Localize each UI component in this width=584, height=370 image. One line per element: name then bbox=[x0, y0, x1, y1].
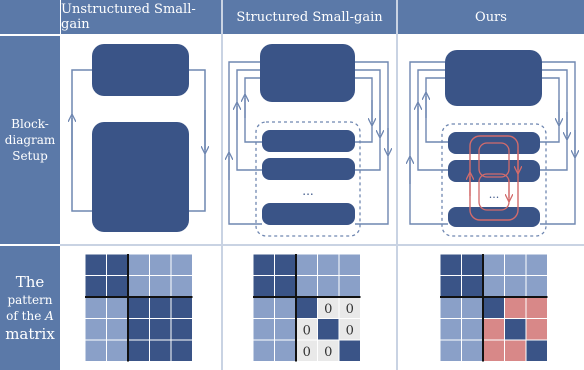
block-sub-2 bbox=[448, 160, 540, 182]
matrix-cell bbox=[171, 254, 193, 276]
matrix-ours bbox=[440, 254, 548, 362]
matrix-cell bbox=[107, 254, 129, 276]
matrix-cell bbox=[505, 276, 527, 298]
matrix-cell bbox=[171, 297, 193, 319]
matrix-cell bbox=[483, 254, 505, 276]
outer-loop-1r bbox=[540, 78, 559, 142]
matrix-cell bbox=[339, 276, 361, 298]
matrix-cell bbox=[171, 276, 193, 298]
matrix-cell bbox=[318, 276, 340, 298]
matrix-cell bbox=[526, 319, 548, 341]
row-label-matrix-line3a: of the bbox=[6, 309, 42, 323]
ellipsis: ... bbox=[488, 188, 500, 201]
matrix-cell bbox=[275, 276, 297, 298]
matrix-cell bbox=[483, 297, 505, 319]
matrix-cell bbox=[107, 297, 129, 319]
matrix-cell bbox=[85, 319, 107, 341]
zero-label: 0 bbox=[345, 301, 354, 317]
outer-loop-3 bbox=[410, 62, 448, 224]
matrix-cell bbox=[275, 254, 297, 276]
row-label-matrix-line4: matrix bbox=[5, 325, 55, 344]
zero-label: 0 bbox=[345, 323, 354, 339]
matrix-cell bbox=[107, 276, 129, 298]
matrix-cell bbox=[440, 297, 462, 319]
matrix-cell bbox=[483, 340, 505, 362]
matrices bbox=[85, 254, 548, 362]
row-label-setup-line1: Block- bbox=[11, 116, 49, 131]
panel-unstructured bbox=[72, 44, 205, 232]
matrix-cell bbox=[505, 297, 527, 319]
matrix-cell bbox=[505, 319, 527, 341]
matrix-cell bbox=[85, 276, 107, 298]
matrix-cell bbox=[339, 254, 361, 276]
header-structured: Structured Small-gain bbox=[223, 0, 396, 34]
matrix-cell bbox=[526, 297, 548, 319]
matrix-unstructured bbox=[85, 254, 193, 362]
matrix-cell bbox=[128, 340, 150, 362]
matrix-cell bbox=[85, 254, 107, 276]
zero-label: 0 bbox=[302, 344, 311, 360]
matrix-cell bbox=[171, 340, 193, 362]
matrix-cell bbox=[128, 276, 150, 298]
matrix-cell bbox=[462, 297, 484, 319]
row-label-matrix-line2: pattern bbox=[7, 292, 53, 307]
block-top bbox=[92, 44, 189, 96]
block-sub-2 bbox=[262, 158, 355, 180]
matrix-cell bbox=[296, 276, 318, 298]
matrix-cell bbox=[318, 319, 340, 341]
matrix-cell bbox=[275, 319, 297, 341]
matrix-cell bbox=[462, 254, 484, 276]
row-label-matrix-line3b: A bbox=[45, 309, 54, 323]
row-label-setup-line2: diagram bbox=[4, 132, 56, 147]
matrix-cell bbox=[296, 254, 318, 276]
zero-label: 0 bbox=[324, 344, 333, 360]
outer-loop-1 bbox=[426, 78, 448, 142]
matrix-cell bbox=[85, 297, 107, 319]
matrix-cell bbox=[107, 340, 129, 362]
outer-loop-2 bbox=[418, 70, 448, 170]
matrix-cell bbox=[526, 340, 548, 362]
header-unstructured: Unstructured Small-gain bbox=[61, 0, 221, 34]
zero-label: 0 bbox=[302, 323, 311, 339]
matrix-cell bbox=[483, 276, 505, 298]
block-sub-1 bbox=[262, 130, 355, 152]
matrix-cell bbox=[275, 297, 297, 319]
outer-loop-1r bbox=[355, 78, 372, 142]
row-label-setup-line3: Setup bbox=[12, 149, 48, 164]
matrix-cell bbox=[483, 319, 505, 341]
matrix-cell bbox=[440, 276, 462, 298]
block-top bbox=[445, 50, 542, 106]
matrix-cell bbox=[150, 254, 172, 276]
matrix-cell bbox=[296, 297, 318, 319]
loop-top bbox=[72, 70, 92, 211]
matrix-cell bbox=[150, 297, 172, 319]
matrix-cell bbox=[318, 254, 340, 276]
matrix-cell bbox=[171, 319, 193, 341]
outer-loop-2 bbox=[237, 70, 262, 170]
matrix-cell bbox=[505, 340, 527, 362]
outer-loop-3r bbox=[540, 62, 575, 224]
matrix-cell bbox=[462, 319, 484, 341]
matrix-cell bbox=[128, 254, 150, 276]
matrix-cell bbox=[440, 254, 462, 276]
outer-loop-2r bbox=[540, 70, 567, 170]
block-bottom bbox=[92, 122, 189, 232]
matrix-cell bbox=[150, 340, 172, 362]
panel-structured bbox=[229, 44, 388, 236]
matrix-cell bbox=[107, 319, 129, 341]
matrix-cell bbox=[440, 319, 462, 341]
matrix-cell bbox=[275, 340, 297, 362]
matrix-cell bbox=[440, 340, 462, 362]
matrix-cell bbox=[253, 319, 275, 341]
matrix-structured bbox=[253, 254, 361, 362]
matrix-cell bbox=[339, 340, 361, 362]
ellipsis: ... bbox=[302, 184, 314, 198]
matrix-cell bbox=[253, 340, 275, 362]
matrix-cell bbox=[85, 340, 107, 362]
matrix-cell bbox=[253, 254, 275, 276]
block-top bbox=[260, 44, 355, 102]
loop-bottom bbox=[189, 70, 205, 211]
matrix-cell bbox=[150, 276, 172, 298]
header-ours: Ours bbox=[398, 0, 584, 34]
matrix-cell bbox=[526, 254, 548, 276]
block-sub-3 bbox=[262, 203, 355, 225]
zero-label: 0 bbox=[324, 301, 333, 317]
outer-loop-2r bbox=[355, 70, 380, 170]
matrix-cell bbox=[253, 297, 275, 319]
matrix-cell bbox=[526, 276, 548, 298]
row-label-matrix-line1: The bbox=[15, 272, 45, 291]
matrix-cell bbox=[150, 319, 172, 341]
matrix-cell bbox=[128, 319, 150, 341]
matrix-cell bbox=[462, 276, 484, 298]
matrix-cell bbox=[128, 297, 150, 319]
matrix-cell bbox=[505, 254, 527, 276]
matrix-cell bbox=[253, 276, 275, 298]
panel-ours bbox=[410, 50, 575, 236]
outer-loop-1 bbox=[245, 78, 262, 142]
matrix-cell bbox=[462, 340, 484, 362]
